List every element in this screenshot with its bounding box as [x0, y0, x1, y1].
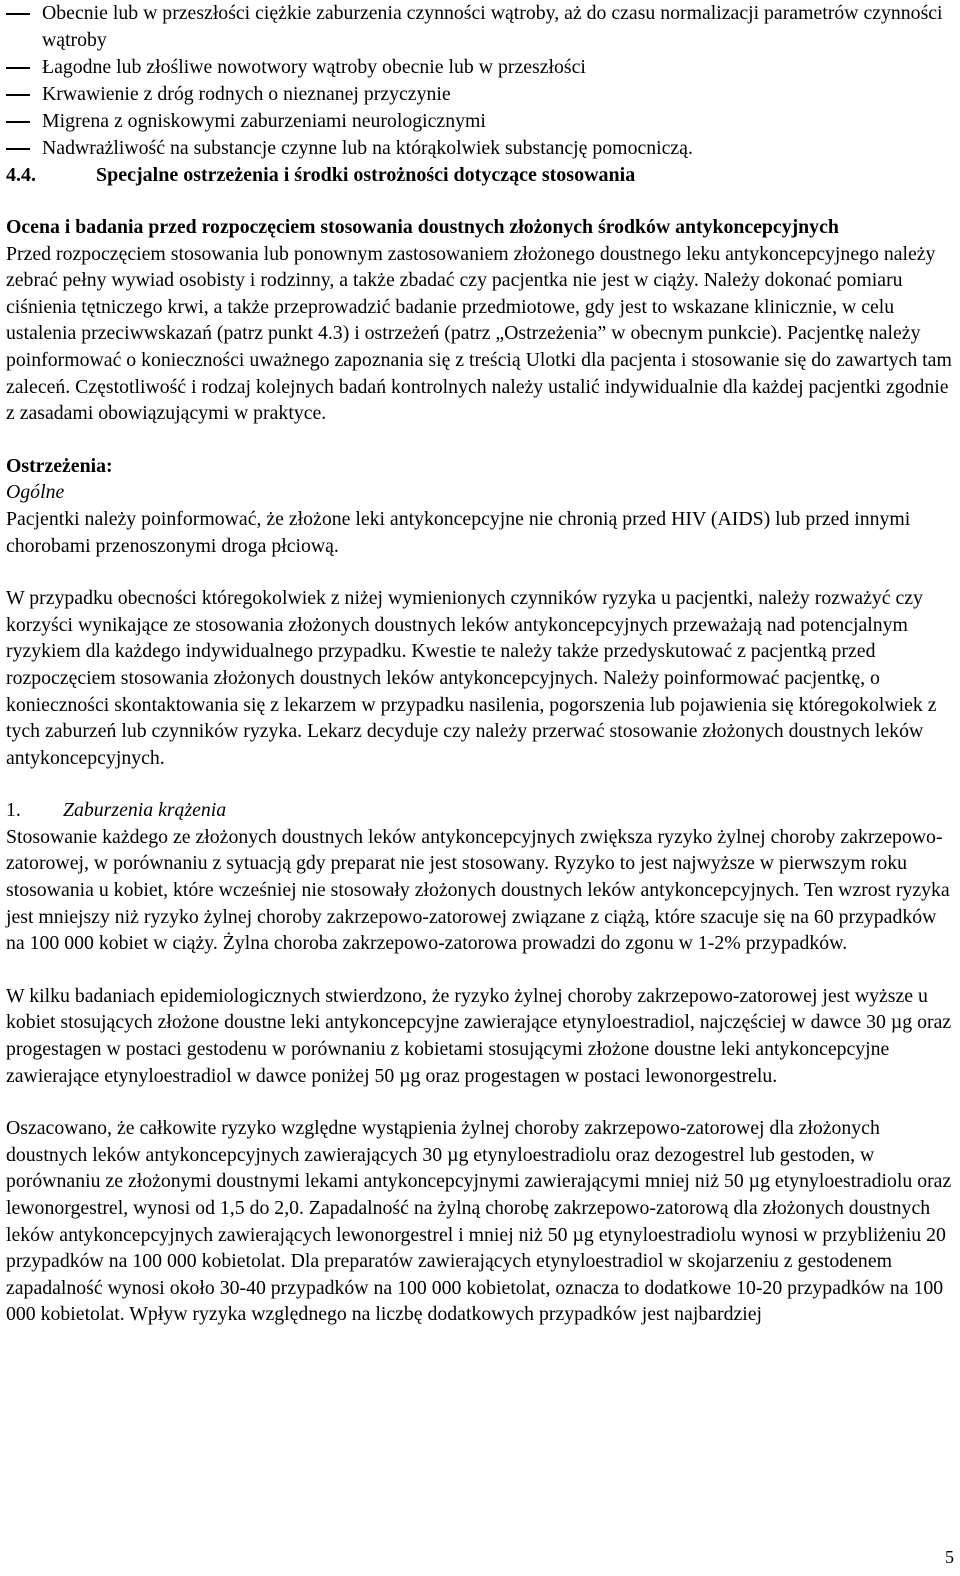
general-subheading: Ogólne	[6, 481, 65, 504]
page-number: 5	[945, 1547, 954, 1567]
contraindication-list	[6, 0, 954, 162]
list-item	[6, 0, 954, 54]
list-item	[6, 81, 954, 108]
circulation-paragraph-2: W kilku badaniach epidemiologicznych stwierdzono, że ryzyko żylnej choroby zakrzepowo-zatorowej jest wyższe u kobiet stosujących złożone doustne leki antykoncepcyjne zawierające etynyloestradiol, najczęściej w dawce 30 µg oraz progestagen w postaci gestodenu w porównaniu z kobietami stosującymi złożone doustne leki antykoncepcyjne zawierające etynyloestradiol w dawce poniżej 50 µg oraz progestagen w postaci lewonorgestrelu.	[6, 984, 952, 1087]
list-item-text: Łagodne lub złośliwe nowotwory wątroby obecnie lub w przeszłości	[42, 56, 586, 78]
circulation-paragraph-1: Stosowanie każdego ze złożonych doustnych leków antykoncepcyjnych zwiększa ryzyko żylnej choroby zakrzepowo-zatorowej, w porównaniu z sytuacją gdy preparat nie jest stosowany. Ryzyko to jest najwyższe w pierwszym roku stosowania u kobiet, które wcześniej nie stosowały złożonych doustnych leków antykoncepcyjnych. Ten wzrost ryzyka jest mniejszy niż ryzyko żylnej choroby zakrzepowo-zatorowej związane z ciążą, które szacuje się na 60 przypadków na 100 000 kobiet w ciąży. Żylna choroba zakrzepowo-zatorowa prowadzi do zgonu w 1-2% przypadków.	[6, 825, 950, 955]
list-item	[6, 54, 954, 81]
document-page	[6, 0, 954, 1328]
risk-factors-paragraph: W przypadku obecności któregokolwiek z niżej wymienionych czynników ryzyka u pacjentki, należy rozważyć czy korzyści wynikające ze stosowania złożonych doustnych leków antykoncepcyjnych przeważają nad potencjalnym ryzykiem dla każdego indywidualnego przypadku. Kwestie te należy także przedyskutować z pacjentką przed rozpoczęciem stosowania złożonych doustnych leków antykoncepcyjnych. Należy poinformować pacjentkę, o konieczności skontaktowania się z lekarzem w przypadku nasilenia, pogorszenia lub pojawienia się któregokolwiek z tych zaburzeń lub czynników ryzyka. Lekarz decyduje czy należy przerwać stosowanie złożonych doustnych leków antykoncepcyjnych.	[6, 587, 937, 769]
list-item	[6, 108, 954, 135]
section-title: Specjalne ostrzeżenia i środki ostrożności dotyczące stosowania	[96, 164, 636, 186]
circulation-number: 1.	[6, 799, 21, 822]
warnings-heading: Ostrzeżenia:	[6, 454, 113, 477]
list-item-text: Migrena z ogniskowymi zaburzeniami neurologicznymi	[42, 110, 486, 132]
list-item-text: Nadwrażliwość na substancje czynne lub na którąkolwiek substancję pomocniczą.	[42, 137, 693, 159]
section-number: 4.4.	[6, 164, 36, 186]
circulation-title: Zaburzenia krążenia	[63, 799, 227, 822]
list-item	[6, 135, 954, 162]
assessment-paragraph: Przed rozpoczęciem stosowania lub ponownym zastosowaniem złożonego doustnego leku antykoncepcyjnego należy zebrać pełny wywiad osobisty i rodzinny, a także zbadać czy pacjentka nie jest w ciąży. Należy dokonać pomiaru ciśnienia tętniczego krwi, a także przeprowadzić badanie przedmiotowe, gdy jest to wskazane klinicznie, w celu ustalenia przeciwwskazań (patrz punkt 4.3) i ostrzeżeń (patrz „Ostrzeżenia” w obecnym punkcie). Pacjentkę należy poinformować o konieczności uważnego zapoznania się z treścią Ulotki dla pacjenta i stosowanie się do zawartych tam zaleceń. Częstotliwość i rodzaj kolejnych badań kontrolnych należy ustalić indywidualnie dla każdej pacjentki zgodnie z zasadami obowiązującymi w praktyce.	[6, 242, 952, 425]
circulation-heading	[6, 797, 954, 824]
section-heading	[6, 162, 954, 188]
assessment-heading: Ocena i badania przed rozpoczęciem stosowania doustnych złożonych środków antykoncepcyjnych	[6, 216, 839, 238]
list-item-text: Obecnie lub w przeszłości ciężkie zaburzenia czynności wątroby, aż do czasu normalizacji parametrów czynności wątroby	[42, 2, 943, 51]
circulation-paragraph-3: Oszacowano, że całkowite ryzyko względne wystąpienia żylnej choroby zakrzepowo-zatorowej dla złożonych doustnych leków antykoncepcyjnych zawierających 30 µg etynyloestradiolu oraz dezogestrel lub gestoden, w porównaniu ze złożonymi doustnymi lekami antykoncepcyjnymi zawierającymi mniej niż 50 µg etynyloestradiolu oraz lewonorgestrel, wynosi od 1,5 do 2,0. Zapadalność na żylną chorobę zakrzepowo-zatorową dla złożonych doustnych leków antykoncepcyjnych zawierających lewonorgestrel i mniej niż 50 µg etynyloestradiolu wynosi w przybliżeniu 20 przypadków na 100 000 kobietolat. Dla preparatów zawierających etynyloestradiol w skojarzeniu z gestodenem zapadalność wynosi około 30-40 przypadków na 100 000 kobietolat, oznacza to dodatkowe 10-20 przypadków na 100 000 kobietolat. Wpływ ryzyka względnego na liczbę dodatkowych przypadków jest najbardziej	[6, 1117, 952, 1326]
list-item-text: Krwawienie z dróg rodnych o nieznanej przyczynie	[42, 83, 451, 105]
general-paragraph: Pacjentki należy poinformować, że złożone leki antykoncepcyjne nie chronią przed HIV (AIDS) lub przed innymi chorobami przenoszonymi droga płciową.	[6, 507, 911, 557]
